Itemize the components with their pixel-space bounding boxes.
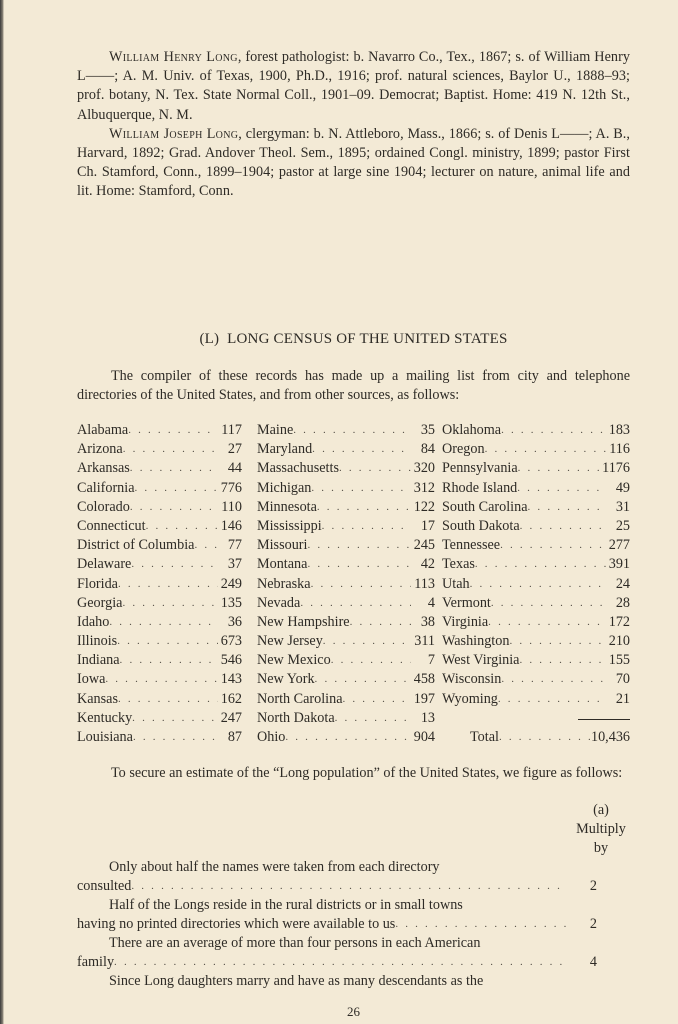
column-label: by [593,840,609,856]
state-name: Maine [257,422,294,438]
state-count: 245 [413,537,435,554]
bio-text: , forest pathologist: b. Navarro Co., Tex., 1867; s. of William Henry L——; A. M. Univ. of Texas, 1900, Ph.D., 1916; prof. natural sciences, Baylor U., 1888–93; prof. botany, N. Tex. State Normal Coll., 1901–09. Democrat; Baptist. Home: 419 N. 12th St., Albuquerque, N. M. [77,49,630,123]
leader-dots [331,651,411,670]
state-name: Florida [77,575,118,592]
census-row [77,632,242,651]
leader-dots [519,651,606,670]
census-row [257,517,435,536]
state-count: 87 [227,729,242,745]
leader-dots [312,440,411,459]
census-row [77,613,242,632]
census-row [257,555,435,574]
leader-dots [323,632,411,651]
leader-dots [491,594,606,613]
page-binding-edge [0,0,4,1024]
bio-name: William Joseph Long [109,125,239,142]
census-row [77,498,242,517]
leader-dots [343,690,412,709]
page-number: 26 [347,1004,360,1019]
estimate-intro: To secure an estimate of the “Long population” of the United States, we figure as follows: [111,765,623,781]
leader-dots [118,690,218,709]
state-count: 42 [420,556,435,573]
leader-dots [315,670,411,689]
state-name: Delaware [77,556,132,573]
estimate-factors [77,858,630,991]
leader-dots [528,498,606,517]
census-row [442,632,630,651]
state-name: Idaho [77,613,110,630]
leader-dots [500,536,606,555]
census-row [257,459,435,478]
leader-dots [311,575,411,594]
census-row [257,632,435,651]
state-name: Oregon [442,441,485,458]
bio-text: , clergyman: b. N. Attleboro, Mass., 1866; s. of Denis L——; A. B., Harvard, 1892; Grad. Andover Theol. Sem., 1895; ordained Congl. ministry, 1899; pastor First Ch. Stamford, Conn., 1899–1904; pastor at large sine 1904; lecturer on nature, animal life and lit. Home: Stamford, Conn. [77,125,630,200]
factor-text: There are an average of more than four persons in each American [109,935,481,951]
state-count: 117 [221,422,242,438]
leader-dots [131,555,218,574]
state-name: Arizona [77,441,123,458]
state-name: Missouri [257,537,308,554]
state-count: 247 [220,709,242,726]
census-row [77,555,242,574]
column-label: Multiply [576,821,626,837]
leader-dots [194,536,218,555]
state-name: Washington [442,633,510,650]
state-count: 110 [221,498,242,515]
state-count: 776 [220,479,242,496]
census-row [257,709,435,728]
census-row [442,498,630,517]
census-row [442,690,630,709]
leader-dots [130,498,218,517]
state-count: 113 [414,575,435,592]
factor-text-end: consulted [77,878,132,894]
census-row [77,670,242,689]
leader-dots [300,594,411,613]
state-count: 27 [227,441,242,458]
state-name: North Dakota [257,709,335,726]
leader-dots [501,670,606,689]
leader-dots [146,517,218,536]
census-column-1 [77,421,242,747]
census-row [442,459,630,478]
bio-name: William Henry Long [109,49,238,65]
census-row [257,728,435,747]
leader-dots [517,479,606,498]
continuation-text: Since Long daughters marry and have as many descendants as the [109,973,484,989]
leader-dots [118,575,218,594]
factor-value: 2 [589,916,597,932]
leader-dots [132,709,218,728]
total-label: Total [470,729,499,745]
state-count: 77 [227,537,242,554]
state-count: 24 [615,575,630,592]
state-name: Montana [257,556,308,573]
state-name: California [77,479,135,496]
state-name: North Carolina [257,690,343,707]
state-count: 35 [420,422,435,438]
leader-dots [350,613,411,632]
factor-value: 2 [589,878,597,894]
leader-dots [475,555,606,574]
state-count: 673 [220,633,242,650]
state-name: Wyoming [442,690,498,707]
leader-dots [135,479,218,498]
census-intro: The compiler of these records has made up a mailing list from city and telephone directories of the United States, and from other sources, as follows: [77,368,630,403]
bio-entry-william-joseph-long [77,125,630,202]
state-name: Kansas [77,690,118,707]
state-count: 311 [414,633,435,650]
factor-row [77,896,630,934]
state-count: 49 [615,479,630,496]
census-row [257,690,435,709]
state-name: Georgia [77,594,123,611]
state-count: 162 [220,690,242,707]
leader-dots [322,517,411,536]
census-row [442,555,630,574]
state-name: Utah [442,575,470,592]
bio-entry-william-henry-long [77,48,630,125]
leader-dots [307,536,411,555]
state-count: 1176 [602,460,630,477]
leader-dots [395,915,567,934]
census-row [257,421,435,440]
census-row [257,670,435,689]
leader-dots [518,459,602,478]
state-count: 312 [413,479,435,496]
state-name: New Mexico [257,652,331,669]
state-count: 143 [220,671,242,688]
factor-text-end: family [77,954,115,970]
leader-dots [470,575,606,594]
state-count: 70 [615,671,630,688]
state-count: 44 [227,460,242,477]
census-row [77,536,242,555]
leader-dots [285,728,411,747]
state-count: 31 [615,498,630,515]
state-name: Wisconsin [442,671,502,688]
census-row [77,459,242,478]
state-count: 4 [427,594,435,611]
census-row [442,613,630,632]
state-name: Michigan [257,479,312,496]
state-name: Ohio [257,729,286,745]
census-row [442,517,630,536]
state-name: Virginia [442,613,489,630]
state-name: Indiana [77,652,120,669]
state-count: 28 [615,594,630,611]
state-count: 155 [608,652,630,669]
state-name: Louisiana [77,729,133,745]
census-row [442,440,630,459]
state-name: Minnesota [257,498,317,515]
state-name: Arkansas [77,460,130,477]
census-row [77,728,242,747]
section-heading: (L) LONG CENSUS OF THE UNITED STATES [199,331,508,347]
census-row [77,690,242,709]
total-value: 10,436 [590,729,630,745]
document-page [77,48,630,1019]
state-count: 904 [413,729,435,745]
census-row [257,440,435,459]
state-name: Connecticut [77,517,146,534]
factor-value: 4 [589,954,597,970]
leader-dots [520,517,606,536]
census-row [442,536,630,555]
state-count: 36 [227,613,242,630]
state-count: 37 [227,556,242,573]
state-count: 122 [413,498,435,515]
state-count: 25 [615,517,630,534]
census-column-2 [257,421,435,747]
leader-dots [131,877,567,896]
census-row [77,575,242,594]
state-name: Massachusetts [257,460,339,477]
state-name: Illinois [77,633,118,650]
state-count: 146 [220,517,242,534]
leader-dots [130,459,218,478]
census-row [257,498,435,517]
total-row [442,728,630,747]
column-label: (a) [593,802,609,818]
state-name: South Carolina [442,498,528,515]
leader-dots [293,421,411,440]
state-name: Iowa [77,671,106,688]
census-row [77,651,242,670]
factor-row [77,934,630,972]
leader-dots [509,632,606,651]
state-name: Pennsylvania [442,460,518,477]
leader-dots [128,421,218,440]
leader-dots [105,670,218,689]
census-row [442,651,630,670]
state-name: Texas [442,556,475,573]
census-row [442,421,630,440]
census-row [442,479,630,498]
leader-dots [501,421,606,440]
state-count: 183 [608,422,630,438]
state-count: 249 [220,575,242,592]
state-name: Mississippi [257,517,322,534]
census-row [257,594,435,613]
state-count: 21 [615,690,630,707]
state-name: Rhode Island [442,479,518,496]
census-row [257,575,435,594]
state-name: Tennessee [442,537,501,554]
factor-row [77,858,630,896]
factor-text: Half of the Longs reside in the rural districts or in small towns [109,897,463,913]
state-name: New Hampshire [257,613,350,630]
leader-dots [485,440,606,459]
state-count: 7 [427,652,435,669]
leader-dots [117,632,218,651]
state-name: District of Columbia [77,537,195,554]
leader-dots [499,728,591,747]
leader-dots [311,479,411,498]
census-row [257,651,435,670]
census-column-3 [442,421,630,747]
leader-dots [133,728,218,747]
leader-dots [488,613,606,632]
state-name: Nevada [257,594,301,611]
leader-dots [498,690,606,709]
state-name: Alabama [77,422,129,438]
census-row [257,479,435,498]
state-count: 210 [608,633,630,650]
census-row [77,594,242,613]
state-name: New York [257,671,315,688]
leader-dots [339,459,411,478]
state-count: 13 [420,709,435,726]
state-name: Colorado [77,498,130,515]
census-row [77,440,242,459]
census-row [77,709,242,728]
total-rule [578,719,630,720]
leader-dots [123,440,218,459]
state-count: 116 [609,441,630,458]
state-count: 135 [220,594,242,611]
state-count: 172 [608,613,630,630]
state-name: South Dakota [442,517,520,534]
census-row [257,536,435,555]
state-count: 84 [420,441,435,458]
state-count: 277 [608,537,630,554]
leader-dots [109,613,218,632]
state-count: 546 [220,652,242,669]
state-name: Oklahoma [442,422,502,438]
state-count: 458 [413,671,435,688]
multiplier-column-head [572,801,630,858]
state-name: New Jersey [257,633,323,650]
total-rule-row [442,709,630,728]
state-count: 197 [413,690,435,707]
census-row [257,613,435,632]
state-count: 17 [420,517,435,534]
factor-text: Only about half the names were taken from each directory [109,859,440,875]
state-name: Maryland [257,441,313,458]
leader-dots [317,498,411,517]
census-row [442,594,630,613]
census-row [77,479,242,498]
state-count: 391 [608,556,630,573]
census-row [442,670,630,689]
state-name: Vermont [442,594,491,611]
leader-dots [114,953,567,972]
state-name: West Virginia [442,652,520,669]
leader-dots [335,709,411,728]
census-row [77,421,242,440]
state-count: 38 [420,613,435,630]
census-row [442,575,630,594]
leader-dots [307,555,411,574]
state-count: 320 [413,460,435,477]
leader-dots [122,594,218,613]
factor-text-end: having no printed directories which were available to us [77,916,396,932]
census-row [77,517,242,536]
state-name: Kentucky [77,709,133,726]
leader-dots [120,651,218,670]
state-name: Nebraska [257,575,311,592]
